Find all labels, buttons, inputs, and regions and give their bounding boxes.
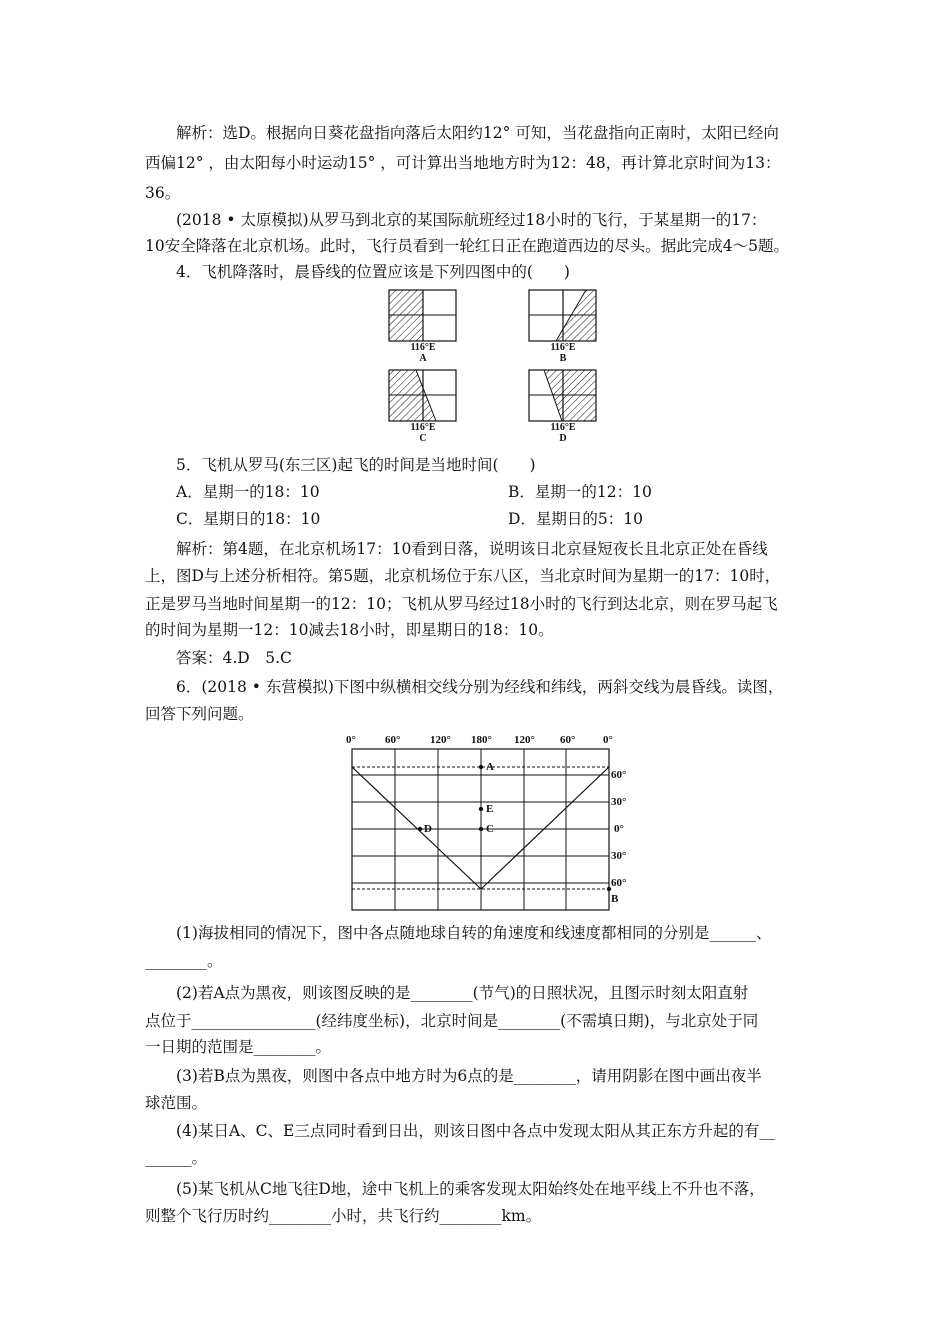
figure-a [389,290,456,341]
subquestion-5: (5)某飞机从C地飞往D地，途中飞机上的乘客发现太阳始终处在地平线上不升也不落， [176,1180,765,1198]
subquestion-2-cont: 一日期的范围是________。 [145,1038,332,1056]
point-a-label: A [486,761,494,773]
figure-a-letter: A [419,353,427,364]
right-label: 0° [614,823,624,835]
subquestion-1: (1)海拔相同的情况下，图中各点随地球自转的角速度和线速度都相同的分别是______、 [176,924,772,942]
point-e-label: E [486,803,494,815]
point-a [479,765,483,769]
point-c-label: C [486,823,494,835]
text-line: 的时间为星期一12：10减去18小时，即星期日的18：10。 [145,621,554,639]
subquestion-3: (3)若B点为黑夜，则图中各点中地方时为6点的是________，请用阴影在图中画出夜半 [176,1067,762,1085]
right-label: 30° [611,850,627,862]
figure-a-lon: 116°E [410,342,436,353]
top-label: 180° [471,734,492,746]
option-c: C．星期日的18：10 [176,510,321,528]
figure-c [389,370,456,421]
text-line: 正是罗马当地时间星期一的12：10；飞机从罗马经过18小时的飞行到达北京，则在罗马起飞 [145,595,778,613]
subquestion-2: (2)若A点为黑夜，则该图反映的是________(节气)的日照状况，且图示时刻太阳直射 [176,984,749,1002]
option-d: D．星期日的5：10 [508,510,644,528]
point-d [418,827,422,831]
text-line: 36。 [145,184,181,202]
figure-c-lon: 116°E [410,422,436,433]
point-d-label: D [424,823,432,835]
subquestion-5-cont: 则整个飞行历时约________小时，共飞行约________km。 [145,1207,542,1225]
top-label: 60° [560,734,576,746]
figure-abcd-svg [0,0,950,460]
text-line: 回答下列问题。 [145,705,254,723]
point-e [479,807,483,811]
figure-b-lon: 116°E [550,342,576,353]
text-line: 解析：第4题，在北京机场17：10看到日落，说明该日北京昼短夜长且北京正处在昏线 [176,540,768,558]
top-label: 0° [346,734,356,746]
text-line: (2018 • 太原模拟)从罗马到北京的某国际航班经过18小时的飞行，于某星期一的17： [176,211,767,229]
subquestion-3-cont: 球范围。 [145,1094,208,1112]
question-6: 6．(2018 • 东营模拟)下图中纵横相交线分别为经线和纬线，两斜交线为晨昏线。读图， [176,678,784,696]
right-label: 60° [611,877,627,889]
subquestion-1-cont: ________。 [145,952,223,970]
figure-b-letter: B [559,353,567,364]
question-4: 4．飞机降落时，晨昏线的位置应该是下列四图中的( ) [176,263,570,281]
figure-d [529,370,596,421]
top-label: 60° [385,734,401,746]
point-c [479,827,483,831]
text-line: 解析：选D。根据向日葵花盘指向落后太阳约12° 可知，当花盘指向正南时，太阳已经向 [176,124,779,142]
right-label: 60° [611,769,627,781]
option-b: B．星期一的12：10 [508,483,652,501]
figure-c-letter: C [419,433,427,444]
point-b-label: B [611,893,619,905]
figure-d-lon: 116°E [550,422,576,433]
subquestion-2-cont: 点位于________________(经纬度坐标)，北京时间是________(不需填日期)，与北京处于同 [145,1012,759,1030]
figure-d-letter: D [559,433,567,444]
top-label: 0° [603,734,613,746]
text-line: 10安全降落在北京机场。此时，飞行员看到一轮红日正在跑道西边的尽头。据此完成4～5题。 [145,237,789,255]
subquestion-4-cont: ______。 [145,1149,208,1167]
subquestion-4: (4)某日A、C、E三点同时看到日出，则该日图中各点中发现太阳从其正东方升起的有__ [176,1122,775,1140]
question-5: 5．飞机从罗马(东三区)起飞的时间是当地时间( ) [176,456,536,474]
top-label: 120° [514,734,535,746]
text-line: 西偏12° ，由太阳每小时运动15° ，可计算出当地地方时为12：48，再计算北京时间为13： [145,154,781,172]
figure-b [529,290,596,341]
answer-line: 答案：4.D 5.C [176,649,292,667]
text-line: 上，图D与上述分析相符。第5题，北京机场位于东八区，当北京时间为星期一的17：10时， [145,567,781,585]
right-label: 30° [611,796,627,808]
top-label: 120° [430,734,451,746]
option-a: A．星期一的18：10 [176,483,320,501]
